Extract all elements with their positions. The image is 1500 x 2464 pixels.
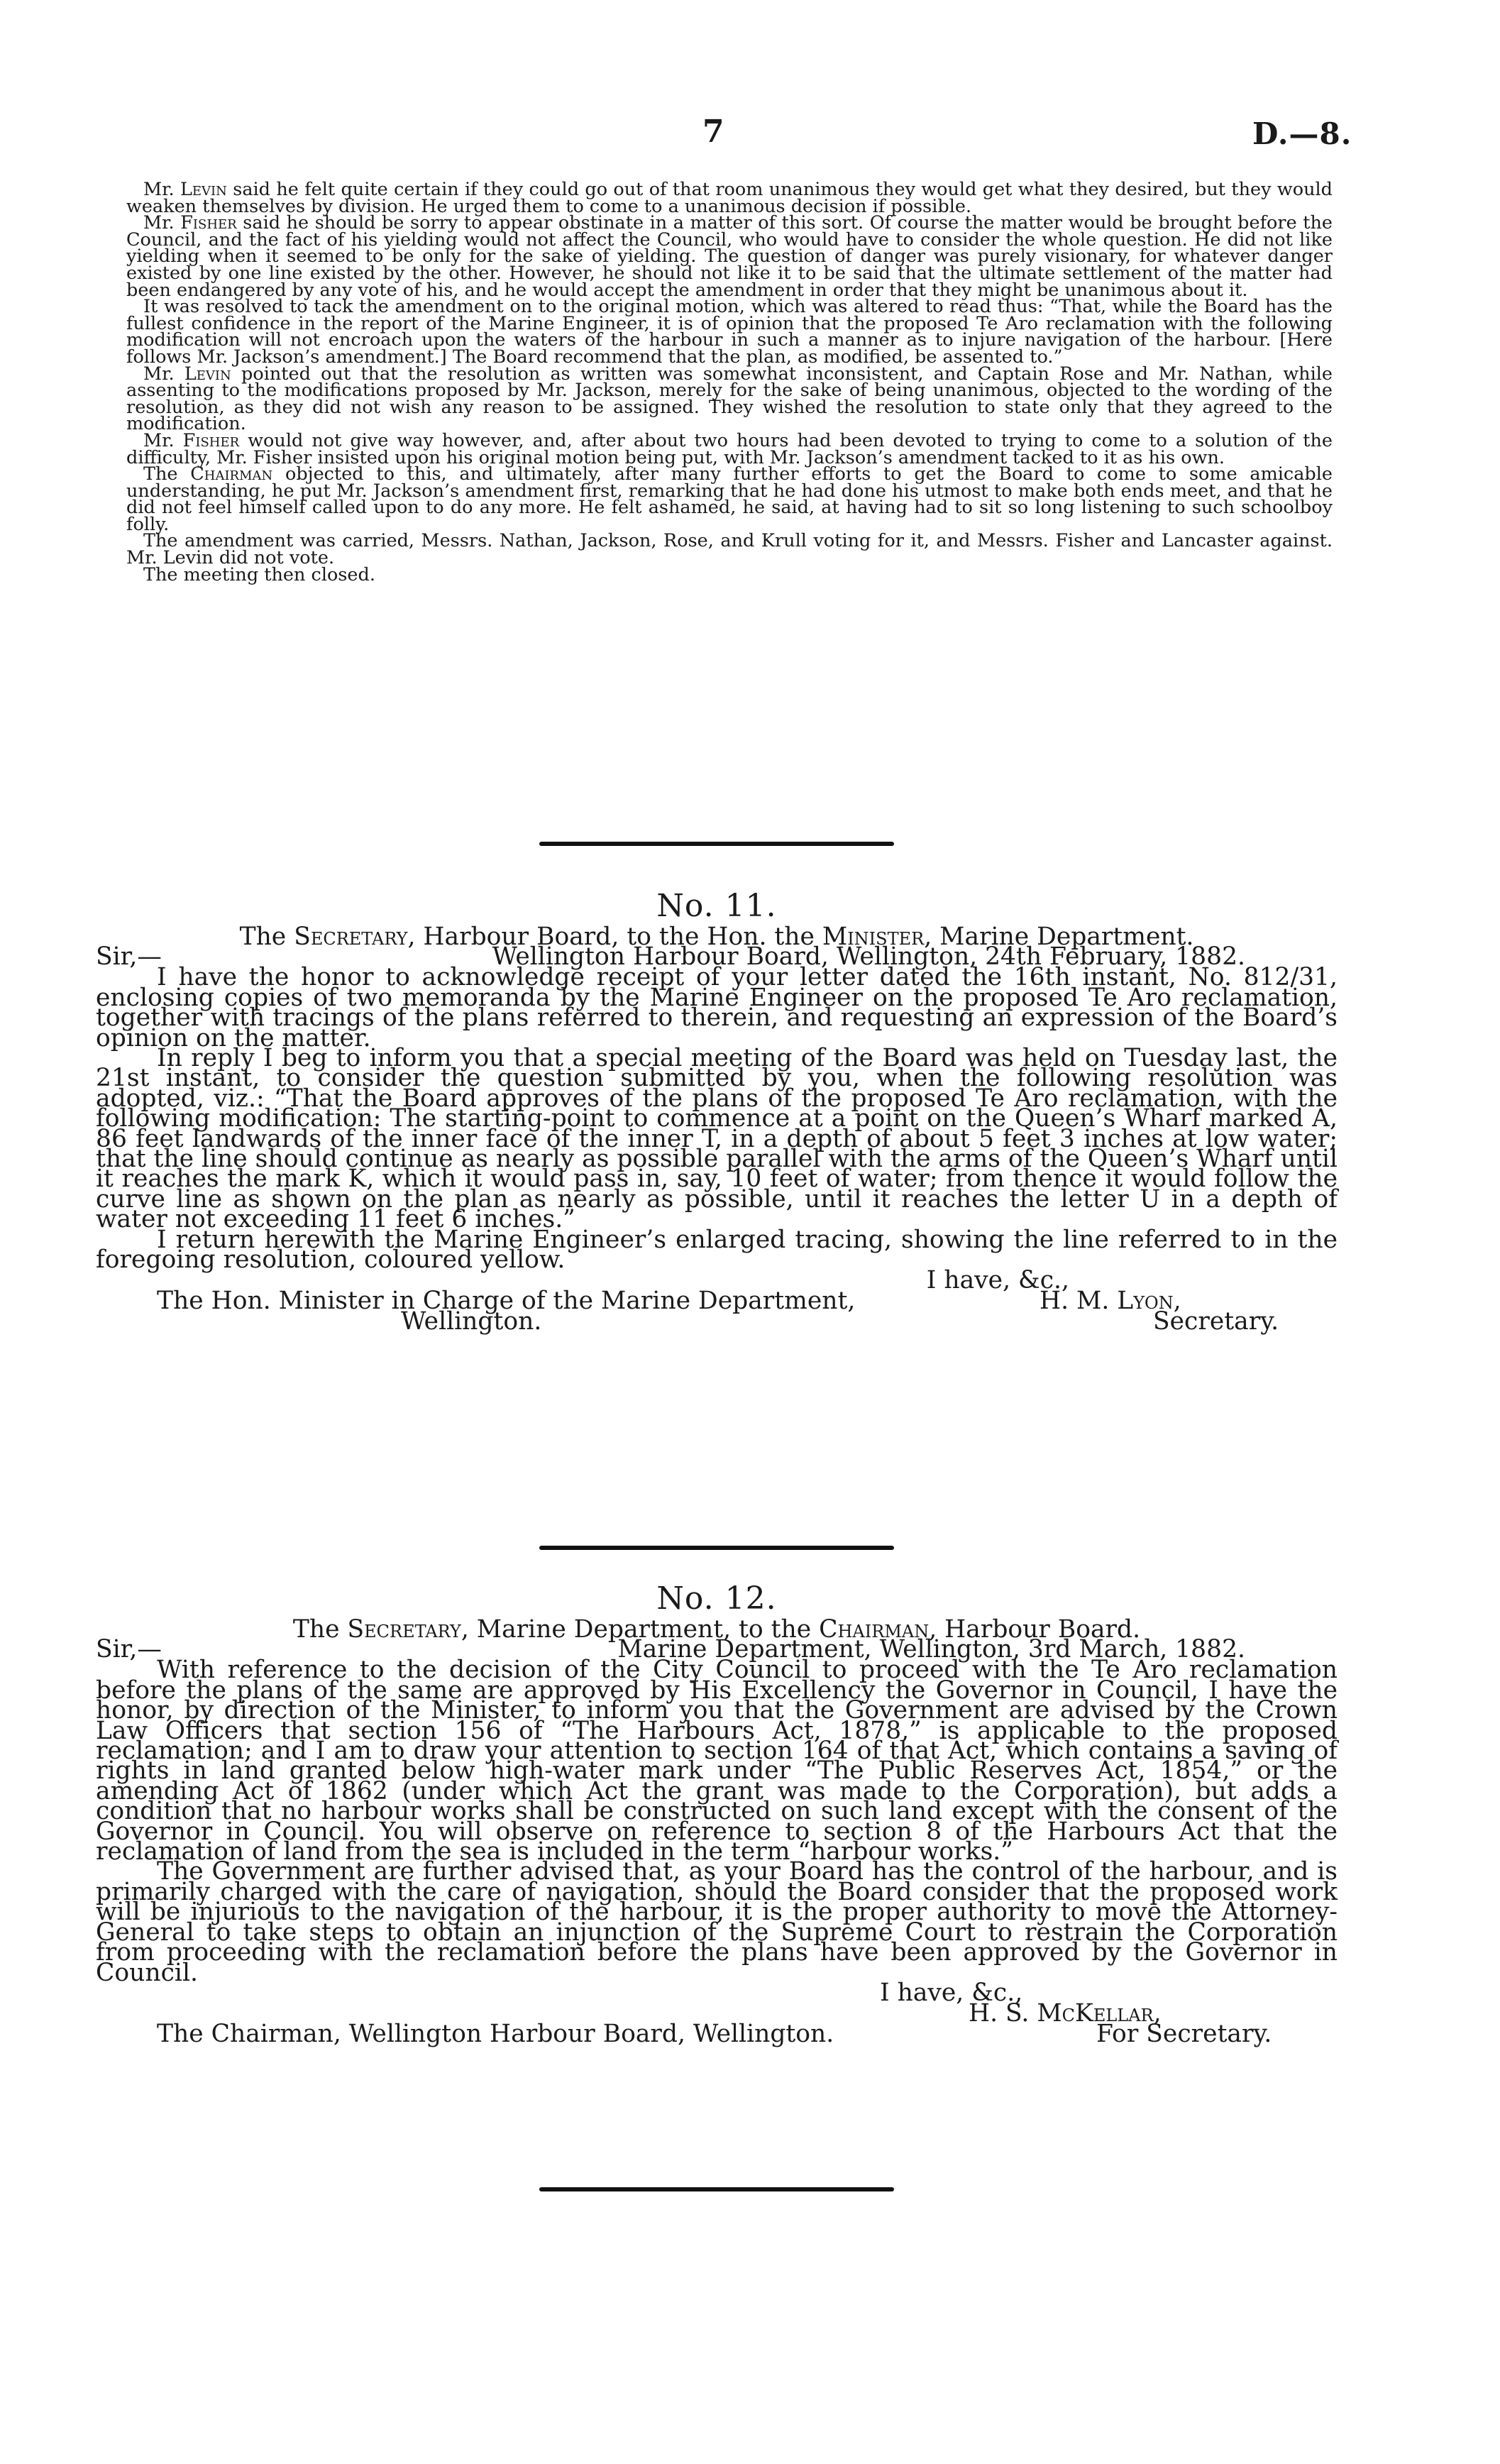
signatory: H. S. McKellar, <box>969 1998 1162 2028</box>
sign-off: I have, &c., <box>926 1265 1069 1294</box>
section-divider <box>539 2187 894 2191</box>
letter-subject: The Secretary, Harbour Board, to the Hon. the Minister, Marine Department. <box>239 923 1194 951</box>
letter-no-12 <box>96 1580 1338 2048</box>
recipient-line: Wellington. <box>401 1307 542 1336</box>
letter-no-11 <box>96 888 1338 1336</box>
small-caps-name: Secretary <box>347 1615 461 1644</box>
salutation: Sir,— <box>96 942 162 972</box>
letter-paragraph: I return herewith the Marine Engineer’s enlarged tracing, showing the line referred to in the foregoing resolution, coloured yellow. <box>96 1225 1338 1275</box>
page-number: 7 <box>702 114 724 150</box>
letter-number: No. 12. <box>656 1580 777 1617</box>
section-divider <box>539 842 894 846</box>
letter-number: No. 11. <box>656 888 777 924</box>
document-reference: D.—8. <box>1252 116 1352 151</box>
section-divider <box>539 1546 894 1550</box>
minutes-paragraph: The amendment was carried, Messrs. Nathan, Jackson, Rose, and Krull voting for it, and Messrs. Fisher and Lancaster against. Mr. Levin did not vote. <box>126 530 1333 569</box>
minutes-paragraph: Mr. Levin pointed out that the resolution as written was somewhat inconsistent, and Captain Rose and Mr. Nathan, while assenting to the modifications proposed by Mr. Jackson, merely for the sake of being unanimous, objected to the wording of the resolution, as they did not wish any reason to be assigned. They wished the resolution to state only that they agreed to the modification. <box>126 363 1333 435</box>
signatory: H. M. Lyon, <box>1039 1286 1181 1315</box>
recipient-line: The Chairman, Wellington Harbour Board, Wellington. <box>157 2019 834 2048</box>
small-caps-name: Levin <box>184 363 231 385</box>
minutes-paragraph: It was resolved to tack the amendment on to the original motion, which was altered to read thus: “That, while the Board has the fullest confidence in the report of the Marine Engineer, it is of opinion that the proposed Te Aro reclamation with the following modification will not encroach upon the waters of the harbour in such a manner as to injure navigation of the harbour. [Here follows Mr. Jackson’s amendment.] The Board recommend that the plan, as modified, be assented to.” <box>126 296 1333 368</box>
letter-subject: The Secretary, Marine Department, to the Chairman, Harbour Board. <box>292 1615 1141 1644</box>
small-caps-name: Fisher <box>182 429 240 451</box>
letter-address-date: Wellington Harbour Board, Wellington, 24th February, 1882. <box>492 942 1245 972</box>
letter-address-date: Marine Department, Wellington, 3rd March, 1882. <box>617 1635 1245 1664</box>
small-caps-name: Chairman <box>819 1615 930 1644</box>
sign-off: I have, &c., <box>880 1978 1023 2007</box>
minutes-paragraph: The meeting then closed. <box>143 563 375 585</box>
small-caps-name: Minister <box>822 923 925 951</box>
small-caps-name: Chairman <box>190 463 273 485</box>
minutes-paragraph: Mr. Levin said he felt quite certain if they could go out of that room unanimous they would get what they desired, but they would weaken themselves by division. He urged them to come to a unanimous decision if possible. <box>126 179 1333 217</box>
minutes-paragraph: Mr. Fisher said he should be sorry to appear obstinate in a matter of this sort. Of course the matter would be brought before the Council, and the fact of his yielding would not affect the Council, who would have to consider the whole question. He did not like yielding when it seemed to be only for the sake of yielding. The question of danger was purely visionary, for whatever danger existed by one line existed by the other. However, he should not like it to be said that the ultimate settlement of the matter had been endangered by any vote of his, and he would accept the amendment in order that they might be unanimous about it. <box>126 212 1333 301</box>
letter-paragraph: I have the honor to acknowledge receipt of your letter dated the 16th instant, No. 812/31, enclosing copies of two memoranda by the Marine Engineer on the proposed Te Aro reclamation, together with tracings of the plans referred to therein, and requesting an expression of the Board’s opinion on the matter. <box>96 963 1338 1052</box>
recipient-line: The Hon. Minister in Charge of the Marine Department, <box>157 1286 856 1315</box>
small-caps-name: Secretary <box>294 923 408 951</box>
salutation: Sir,— <box>96 1635 162 1664</box>
small-caps-name: Fisher <box>180 212 237 234</box>
minutes-paragraph: Mr. Fisher would not give way however, and, after about two hours had been devoted to trying to come to a solution of the difficulty, Mr. Fisher insisted upon his original motion being put, with Mr. Jackson’s amendment tacked to it as his own. <box>126 429 1333 468</box>
small-caps-name: Levin <box>180 179 227 200</box>
signatory-title: Secretary. <box>1153 1307 1279 1336</box>
letter-paragraph: The Government are further advised that, as your Board has the control of the harbour, and is primarily charged with the care of navigation, should the Board consider that the proposed work will be injurious to the navigation of the harbour, it is the proper authority to move the Attorney-General to take steps to obtain an injunction of the Supreme Court to restrain the Corporation from proceeding with the reclamation before the plans have been approved by the Governor in Council. <box>96 1857 1338 1987</box>
minutes-paragraph: The Chairman objected to this, and ultimately, after many further efforts to get the Board to come to some amicable understanding, he put Mr. Jackson’s amendment first, remarking that he had done his utmost to make both ends meet, and that he did not feel himself called upon to do any more. He felt ashamed, he said, at having had to sit so long listening to such schoolboy folly. <box>126 463 1333 535</box>
letter-paragraph: With reference to the decision of the City Council to proceed with the Te Aro reclamation before the plans of the same are approved by His Excellency the Governor in Council, I have the honor, by direction of the Minister, to inform you that the Government are advised by the Crown Law Officers that section 156 of “The Harbours Act, 1878,” is applicable to the proposed reclamation; and I am to draw your attention to section 164 of that Act, which contains a saving of rights in land granted below high-water mark under “The Public Reserves Act, 1854,” or the amending Act of 1862 (under which Act the grant was made to the Corporation), but adds a condition that no harbour works shall be constructed on such land except with the consent of the Governor in Council. You will observe on reference to section 8 of the Harbours Act that the reclamation of land from the sea is included in the term “harbour works.” <box>96 1656 1338 1866</box>
signatory-title: For Secretary. <box>1096 2019 1272 2048</box>
letter-paragraph: In reply I beg to inform you that a special meeting of the Board was held on Tuesday last, the 21st instant, to consider the question submitted by you, when the following resolution was adopted, viz.: “That the Board approves of the plans of the proposed Te Aro reclamation, with the following modification: The starting-point to commence at a point on the Queen’s Wharf marked A, 86 feet landwards of the inner face of the inner T, in a depth of about 5 feet 3 inches at low water; that the line should continue as nearly as possible parallel with the arms of the Queen’s Wharf until it reaches the mark K, which it would pass in, say, 10 feet of water; from thence it would follow the curve line as shown on the plan as nearly as possible, until it reaches the letter U in a depth of water not exceeding 11 feet 6 inches.” <box>96 1044 1338 1234</box>
meeting-minutes <box>126 179 1333 585</box>
